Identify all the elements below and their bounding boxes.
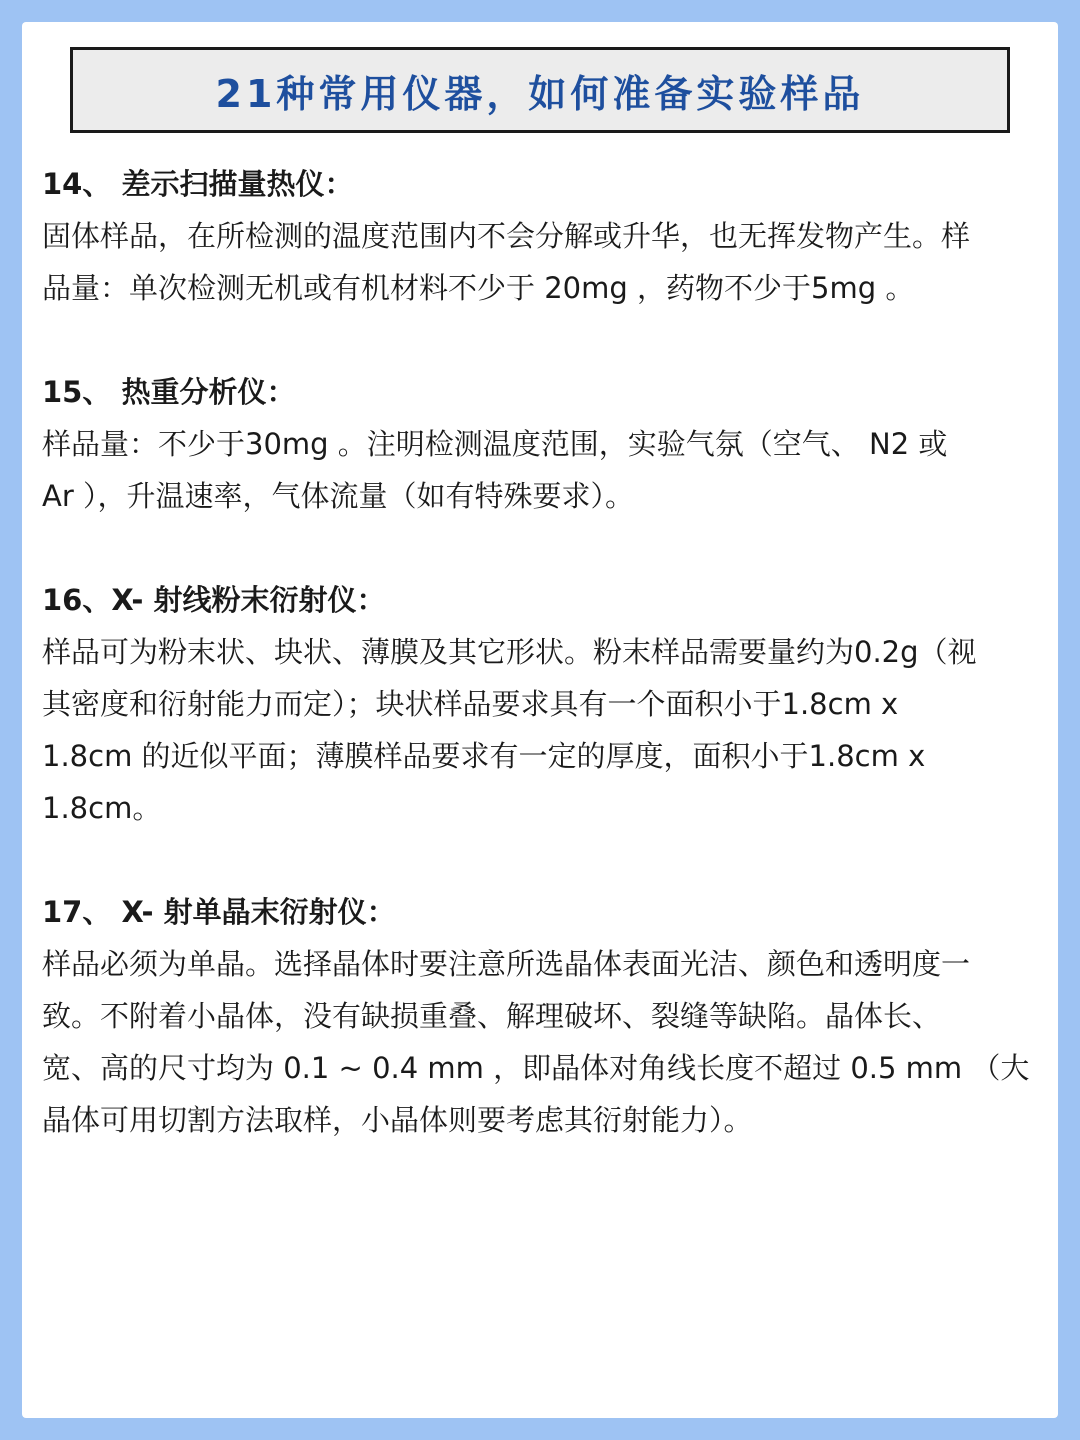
body-line: 1.8cm。: [42, 791, 162, 825]
section-heading: 15、 热重分析仪：: [42, 375, 296, 409]
section-body: [42, 418, 1042, 522]
document-content: [42, 158, 1042, 1198]
title-banner: [70, 47, 1010, 133]
body-line: Ar ），升温速率，气体流量（如有特殊要求）。: [42, 479, 634, 513]
body-line: 晶体可用切割方法取样，小晶体则要考虑其衍射能力）。: [42, 1103, 753, 1137]
section-tga: [42, 366, 1042, 522]
document-card: [22, 22, 1058, 1418]
body-line: 宽、高的尺寸均为 0.1 ~ 0.4 mm ，即晶体对角线长度不超过 0.5 mm （大: [42, 1051, 1030, 1085]
section-xrd-powder: [42, 574, 1042, 834]
section-body: [42, 210, 1042, 314]
section-xrd-single-crystal: [42, 886, 1042, 1146]
section-body: [42, 938, 1042, 1146]
body-line: 固体样品，在所检测的温度范围内不会分解或升华，也无挥发物产生。样: [42, 219, 971, 253]
body-line: 品量：单次检测无机或有机材料不少于 20mg ，药物不少于5mg 。: [42, 271, 915, 305]
page-title: 21种常用仪器，如何准备实验样品: [215, 71, 865, 116]
body-line: 样品必须为单晶。选择晶体时要注意所选晶体表面光洁、颜色和透明度一: [42, 947, 971, 981]
body-line: 样品可为粉末状、块状、薄膜及其它形状。粉末样品需要量约为0.2g（视: [42, 635, 977, 669]
body-line: 其密度和衍射能力而定）；块状样品要求具有一个面积小于1.8cm x: [42, 687, 899, 721]
section-heading: 17、 X- 射单晶末衍射仪：: [42, 895, 396, 929]
section-dsc: [42, 158, 1042, 314]
section-heading: 16、X- 射线粉末衍射仪：: [42, 583, 386, 617]
body-line: 致。不附着小晶体，没有缺损重叠、解理破坏、裂缝等缺陷。晶体长、: [42, 999, 942, 1033]
body-line: 样品量：不少于30mg 。注明检测温度范围，实验气氛（空气、 N2 或: [42, 427, 948, 461]
section-heading: 14、 差示扫描量热仪：: [42, 167, 354, 201]
body-line: 1.8cm 的近似平面；薄膜样品要求有一定的厚度，面积小于1.8cm x: [42, 739, 926, 773]
section-body: [42, 626, 1042, 834]
